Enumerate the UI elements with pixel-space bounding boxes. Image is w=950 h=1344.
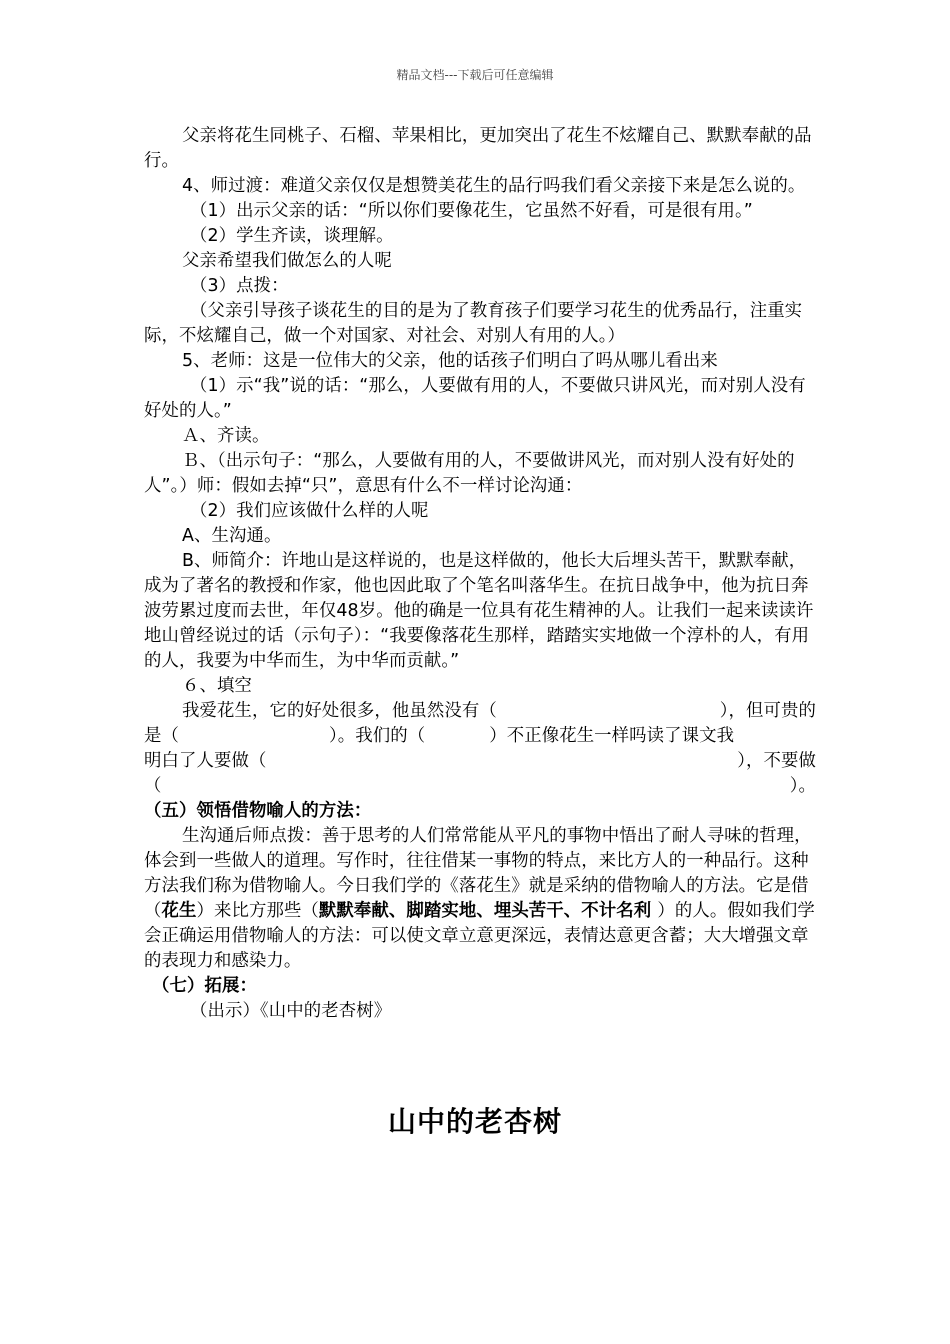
- paragraph: B、师简介：许地山是这样说的，也是这样做的，他长大后埋头苦干，默默奉献，成为了著名的教授和作家，他也因此取了个笔名叫落华生。在抗日战争中，他为抗日奔波劳累过度而去世，年仅48岁。他的确是一位具有花生精神的人。让我们一起来读读许地山曾经说过的话（示句子）：“我要像落花生那样，踏踏实实地做一个淳朴的人，有用的人，我要为中华而生，为中华而贡献。”: [144, 551, 814, 671]
- fill-text: 我爱花生，它的好处很多，他虽然没有（: [182, 701, 497, 721]
- fill-text: ）。: [789, 776, 816, 796]
- article-title: 山中的老杏树: [387, 1105, 562, 1138]
- text-run: ）的人。假如我们学会正确运用借物喻人的方法：可以使文章立意更深远，表情达意更含蓄；大大增强文章的表现力和感染力。: [144, 901, 815, 971]
- paragraph: （1）出示父亲的话：“所以你们要像花生，它虽然不好看，可是很有用。”: [190, 201, 753, 221]
- page-header: 精品文档---下载后可任意编辑: [396, 68, 554, 82]
- paragraph: ６、填空: [182, 676, 252, 696]
- text-run: 生沟通后师点拨：善于思考的人们常常能从平凡的事物中悟出了耐人寻味的哲理，体会到一些做人的道理。写作时，往往借某一事物的特点，来比方人的一种品行。这种方法我们称为借物喻人。今日我们学的《落花生》就是采纳的借物喻人的方法。它是借（: [144, 826, 812, 921]
- paragraph: A、生沟通。: [182, 526, 282, 546]
- text-run-bold: 默默奉献、脚踏实地、埋头苦干、不计名利: [318, 901, 658, 921]
- paragraph: 父亲希望我们做怎么的人呢: [182, 251, 392, 271]
- fill-in-exercise: [144, 699, 816, 799]
- paragraph: Ｂ、（出示句子：“那么，人要做有用的人，不要做讲风光，而对别人没有好处的人”。）师：假如去掉“只”，意思有什么不一样讨论沟通：: [144, 451, 795, 496]
- fill-text: 是（: [144, 726, 179, 746]
- fill-text: ），不要做: [737, 751, 816, 771]
- fill-text: 明白了人要做（: [144, 751, 267, 771]
- paragraph: （2）我们应该做什么样的人呢: [190, 501, 429, 521]
- paragraph: 5、老师：这是一位伟大的父亲，他的话孩子们明白了吗从哪儿看出来: [182, 351, 718, 371]
- section-heading: （五）领悟借物喻人的方法：: [144, 801, 372, 821]
- document-body: [144, 124, 816, 1024]
- paragraph: （出示）《山中的老杏树》: [190, 1001, 392, 1021]
- fill-text: ），但可贵的: [719, 701, 816, 721]
- paragraph: （父亲引导孩子谈花生的目的是为了教育孩子们要学习花生的优秀品行，注重实际，不炫耀自己，做一个对国家、对社会、对别人有用的人。）: [144, 301, 803, 346]
- fill-text: （: [144, 776, 162, 796]
- paragraph: [144, 824, 816, 974]
- paragraph: （1）示“我”说的话：“那么，人要做有用的人，不要做只讲风光，而对别人没有好处的人。”: [144, 376, 806, 421]
- paragraph: （2）学生齐读，谈理解。: [190, 226, 394, 246]
- paragraph: Ａ、齐读。: [182, 426, 270, 446]
- paragraph: 父亲将花生同桃子、石榴、苹果相比，更加突出了花生不炫耀自己、默默奉献的品行。: [144, 126, 812, 171]
- paragraph: 4、师过渡：难道父亲仅仅是想赞美花生的品行吗我们看父亲接下来是怎么说的。: [182, 176, 806, 196]
- section-heading: （七）拓展：: [152, 976, 257, 996]
- text-run: ）来比方那些（: [196, 901, 319, 921]
- paragraph: （3）点拨：: [190, 276, 289, 296]
- text-run-bold: 花生: [161, 901, 197, 921]
- fill-text: ）。我们的（: [328, 726, 426, 746]
- fill-text: ）不正像花生一样吗读了课文我: [489, 726, 735, 746]
